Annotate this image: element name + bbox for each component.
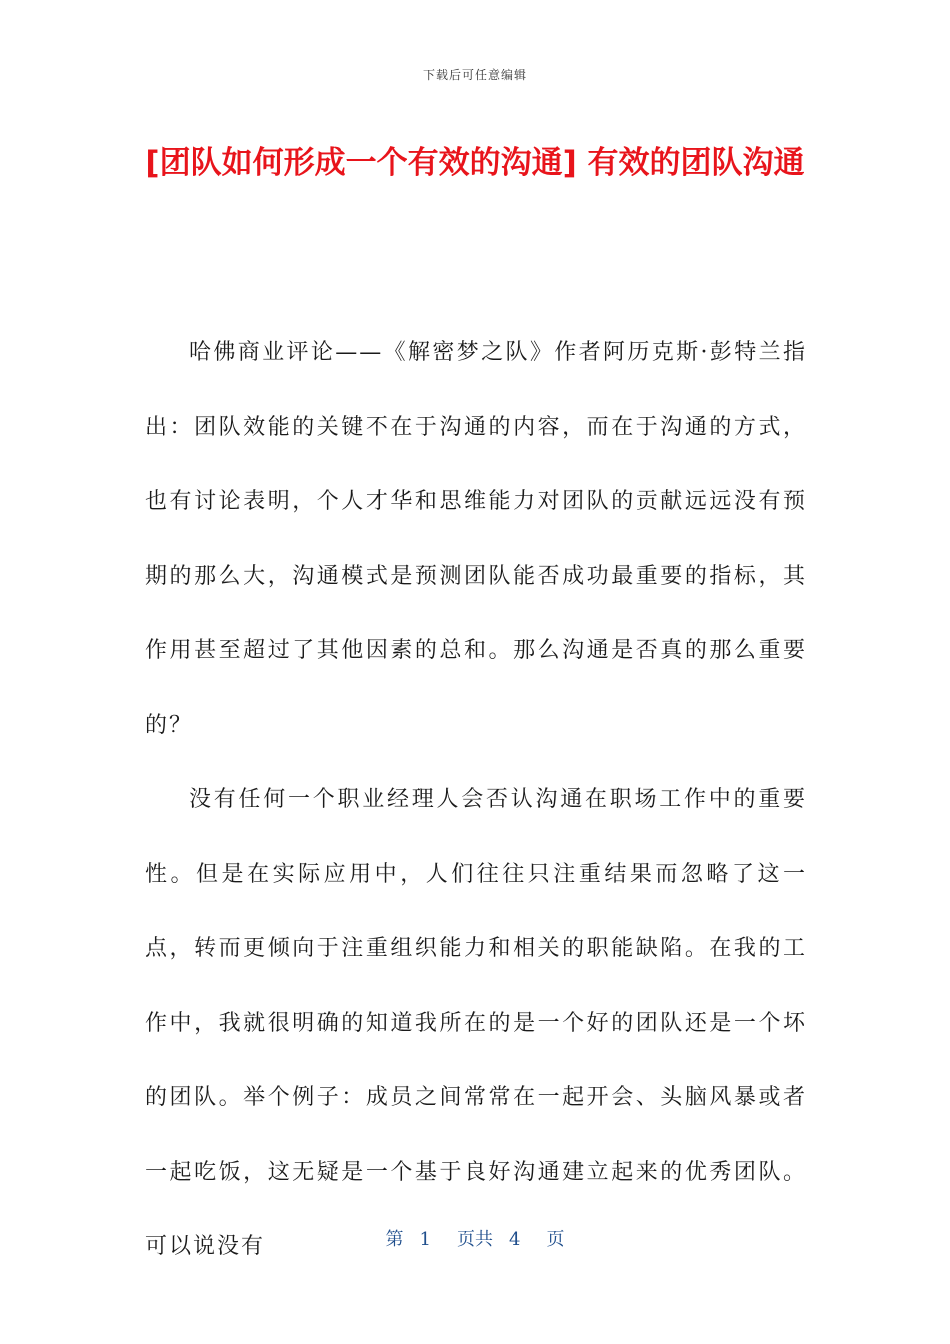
paragraph-2: 没有任何一个职业经理人会否认沟通在职场工作中的重要性。但是在实际应用中，人们往往只注重结果而忽略了这一点，转而更倾向于注重组织能力和相关的职能缺陷。在我的工作中，我就很明确的知道我所在的是一个好的团队还是一个坏的团队。举个例子：成员之间常常在一起开会、头脑风暴或者一起吃饭，这无疑是一个基于良好沟通建立起来的优秀团队。可以说没有 [145, 787, 807, 1259]
document-body [145, 316, 807, 1285]
document-title: [团队如何形成一个有效的沟通] 有效的团队沟通 [145, 145, 805, 181]
page-footer [0, 1225, 950, 1251]
footer-current-page: 1 [419, 1229, 431, 1250]
footer-middle: 页共 [457, 1229, 493, 1250]
footer-total-pages: 4 [509, 1229, 521, 1250]
paragraph-1: 哈佛商业评论——《解密梦之队》作者阿历克斯·彭特兰指出：团队效能的关键不在于沟通的内容，而在于沟通的方式，也有讨论表明，个人才华和思维能力对团队的贡献远远没有预期的那么大，沟通模式是预测团队能否成功最重要的指标，其作用甚至超过了其他因素的总和。那么沟通是否真的那么重要的？ [145, 340, 807, 738]
footer-suffix: 页 [546, 1229, 565, 1250]
footer-prefix: 第 [385, 1229, 404, 1250]
header-note: 下载后可任意编辑 [422, 68, 527, 82]
